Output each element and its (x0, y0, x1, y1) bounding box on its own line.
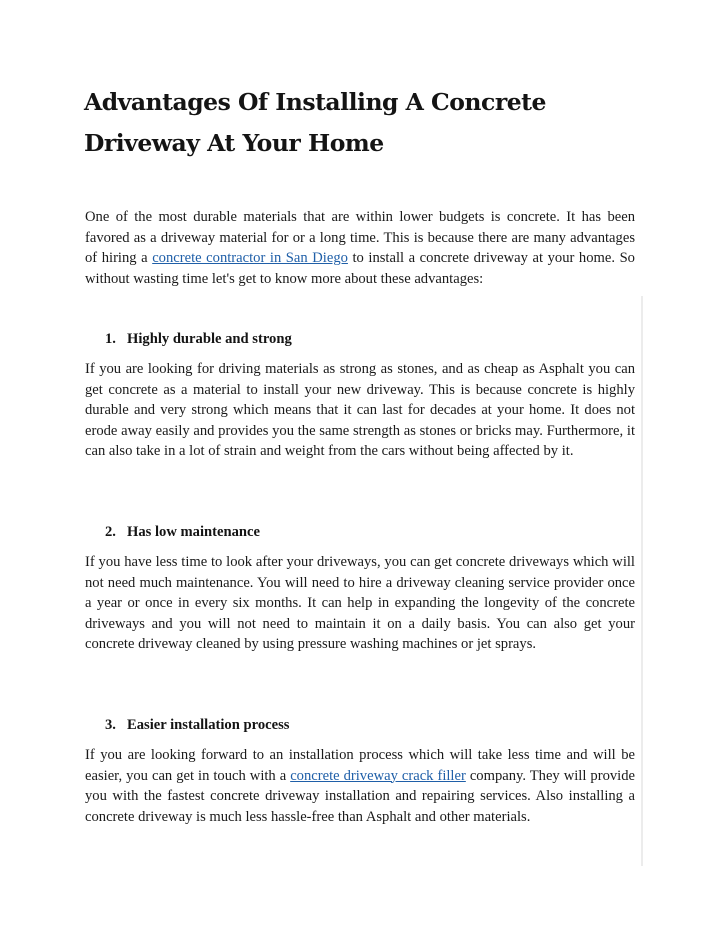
section-2-heading-text: Has low maintenance (127, 524, 260, 540)
section-3-heading-text: Easier installation process (127, 717, 290, 733)
concrete-contractor-link[interactable]: concrete contractor in San Diego (152, 250, 348, 267)
page-edge-shadow (641, 296, 643, 866)
section-3-text-start: If you are looking forward to an installation process which will take less time and will be easier, you can get in touch with a (85, 747, 635, 784)
section-1-heading (105, 329, 292, 349)
crack-filler-link[interactable]: concrete driveway crack filler (290, 767, 466, 784)
section-3-number: 3. (105, 717, 116, 733)
section-3-heading (105, 715, 289, 735)
intro-text-start: One of the most durable materials that are within lower budgets is concrete. It has been favored as a driveway material for or a long time. This is because there are many advantages of hiring a (85, 209, 635, 267)
section-1-number: 1. (105, 331, 116, 347)
section-3-body (85, 745, 635, 827)
section-2-heading (105, 522, 260, 542)
section-1-body: If you are looking for driving materials as strong as stones, and as cheap as Asphalt you can get concrete as a material to install your new driveway. This is because concrete is highly durable and very strong which means that it can last for decades at your home. It does not erode away easily and provides you the same strength as stones or bricks may. Furthermore, it can also take in a lot of strain and weight from the cars without being affected by it. (85, 361, 635, 460)
article-title: Advantages Of Installing A Concrete Driveway At Your Home (84, 88, 546, 157)
intro-paragraph (85, 207, 635, 289)
section-1-heading-text: Highly durable and strong (127, 331, 292, 347)
section-2-body: If you have less time to look after your driveways, you can get concrete driveways which will not need much maintenance. You will need to hire a driveway cleaning service provider once a year or once in every six months. It can help in expanding the longevity of the concrete driveways and you will not need to maintain it on a daily basis. You can also get your concrete driveway cleaned by using pressure washing machines or jet sprays. (85, 554, 635, 653)
section-2-number: 2. (105, 524, 116, 540)
section-3-text-end: company. They will provide you with the fastest concrete driveway installation and repairing services. Also installing a concrete driveway is much less hassle-free than Asphalt and other materials. (85, 767, 635, 825)
intro-text-end: to install a concrete driveway at your home. So without wasting time let's get to know more about these advantages: (85, 250, 635, 287)
